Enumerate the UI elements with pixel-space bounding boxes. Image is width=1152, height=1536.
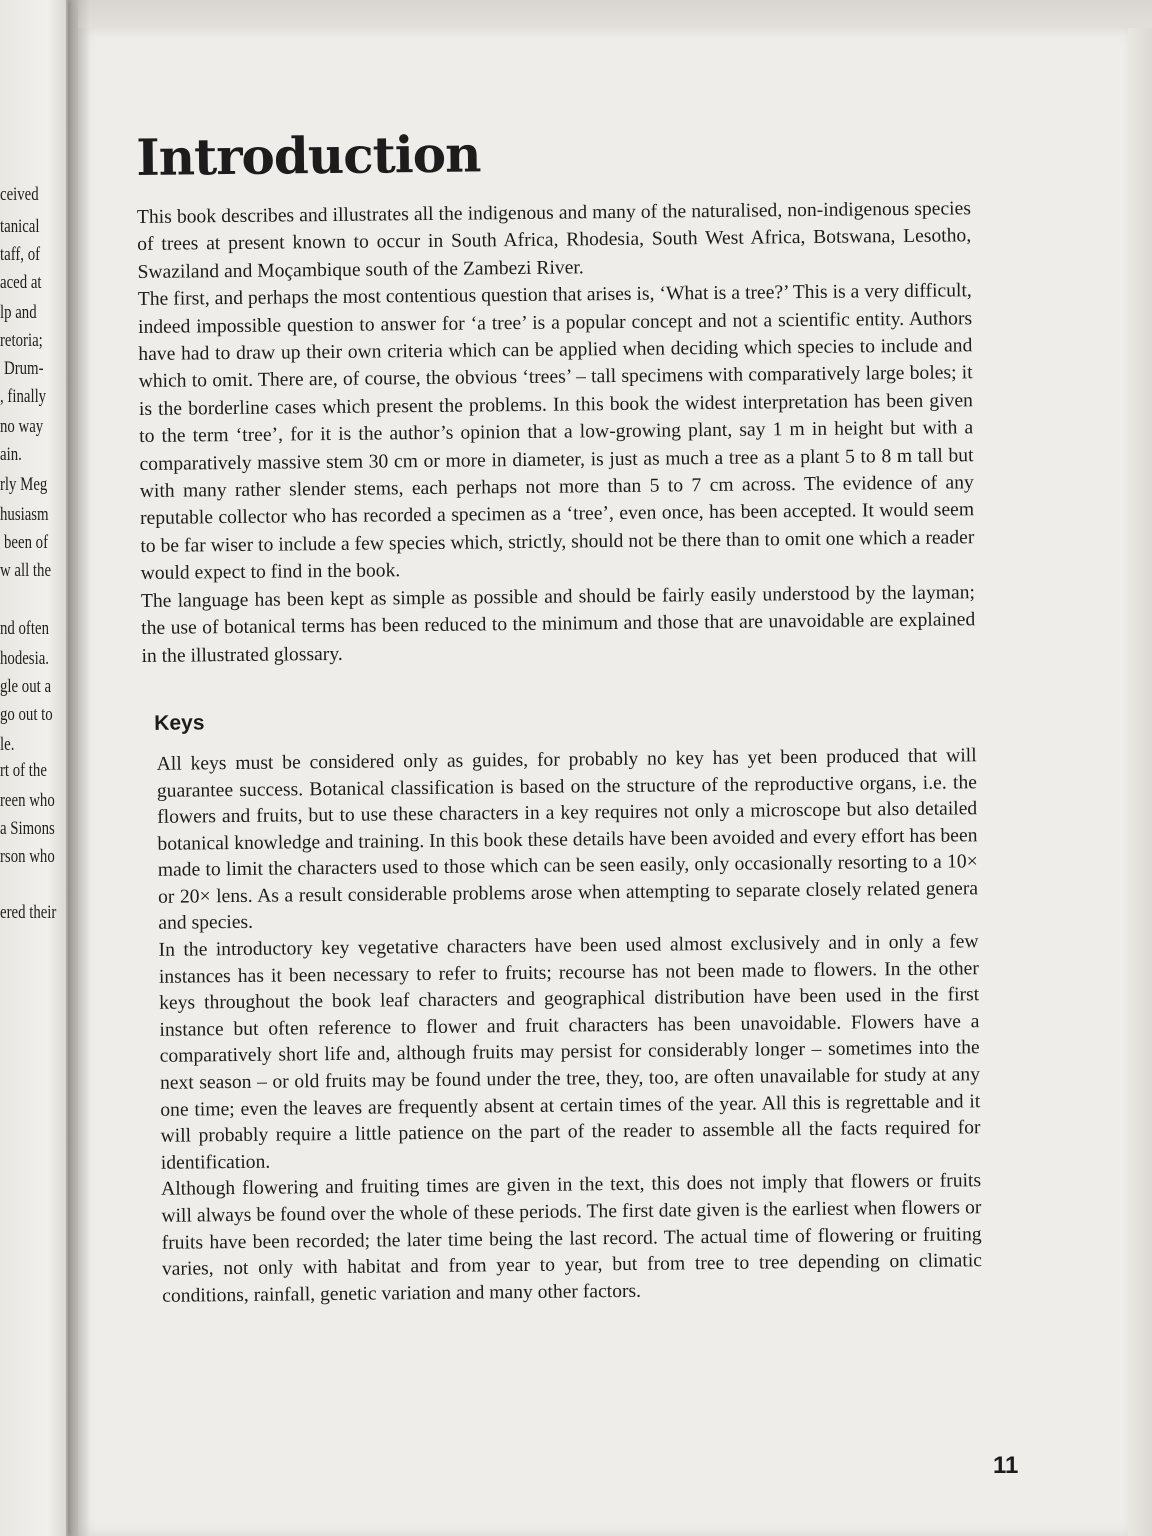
section-heading-keys: Keys [154,711,205,735]
book-gutter-shadow [66,0,90,1536]
intro-paragraph: The language has been kept as simple as possible and should be fairly easily understood by the layman; the use of botanical terms has been reduced to the minimum and those that are unavoidable are explained in the illustrated glossary. [140,581,976,667]
left-page-fragment: , finally [0,386,47,407]
left-page-fragment: w all the [0,560,52,581]
page-right-edge [1128,28,1152,1536]
left-page-fragment: le. [0,734,15,755]
page-content [136,119,982,1310]
left-page-fragment: gle out a [0,676,52,697]
left-page-fragment: rson who [0,846,55,867]
left-page-fragment: taff, of [0,244,41,265]
page-title: Introduction [136,124,481,187]
left-page-fragment: retoria; [0,330,43,351]
keys-paragraph: Although flowering and fruiting times are given in the text, this does not imply that flowers or fruits will always be found over the whole of these periods. The first date given is the earliest when flowers or fruits have been recorded; the later time being the last record. The actual time of flowering or fruiting varies, not only with habitat and from year to year, but from tree to tree depending on climatic conditions, rainfall, genetic variation and many other factors. [161,1170,983,1307]
left-page-fragment: lp and [0,302,37,323]
left-page-fragment: hodesia. [0,648,49,669]
left-page-fragment: rt of the [0,760,47,781]
left-page-fragment: been of [4,532,49,553]
keys-paragraph: All keys must be considered only as guides, for probably no key has yet been produced that will guarantee success. Botanical classification is based on the structure of the reproductive organs, i.e. the flowers and fruits, but to use these characters in a key requires not only a microscope but also detailed botanical knowledge and training. In this book these details have been avoided and every effort has been made to limit the characters used to those which can be seen easily, only occasionally resorting to a 10× or 20× lens. As a result considerable problems arose when attempting to separate closely related genera and species. [156,745,979,935]
left-page-fragment: Drum- [4,358,44,379]
left-page-fragment: a Simons [0,818,55,839]
keys-section [157,743,983,1310]
left-page-fragment: ered their [0,902,57,923]
left-page-fragment: tanical [0,216,40,237]
left-page-fragment: nd often [0,618,49,639]
keys-paragraph: In the introductory key vegetative characters have been used almost exclusively and in only a few instances has it been necessary to refer to fruits; recourse has not been made to flowers. In the other keys throughout the book leaf characters and geographical distribution have been used in the first instance but often reference to flower and fruit characters has been unavoidable. Flowers have a comparatively short life and, although fruits may persist for considerably longer – sometimes into the next season – or old fruits may be found under the tree, they, too, are often unavailable for study at any one time; even the leaves are frequently absent at certain times of the year. All this is regrettable and it will probably require a little patience on the part of the reader to assemble all the facts required for identification. [158,931,981,1174]
left-page-fragment: rly Meg [0,474,48,495]
intro-paragraph: The first, and perhaps the most contentious question that arises is, ‘What is a tree?’ This is a very difficult, indeed impossible question to answer for ‘a tree’ is a popular concept and not a scientific entity. Authors have had to draw up their own criteria which can be applied when deciding which species to include and which to omit. There are, of course, the obvious ‘trees’ – tall specimens with comparatively large boles; it is the borderline cases which present the problems. In this book the widest interpretation has been given to the term ‘tree’, for it is the author’s opinion that a low-growing plant, say 1 m in height but with a comparatively massive stem 30 cm or more in diameter, is just as much a tree as a plant 5 to 8 m tall but with many rather slender stems, each perhaps not more than 5 to 7 cm across. The evidence of any reputable collector who has recorded a specimen as a ‘tree’, even once, has been accepted. It would seem to be far wiser to include a few species which, strictly, should not be there than to omit one which a reader would expect to find in the book. [137,280,975,585]
left-page-fragment: go out to [0,704,53,725]
page-number: 11 [993,1452,1019,1479]
left-page-fragment: aced at [0,272,42,293]
left-page-strip [0,0,68,1536]
left-page-fragment: no way [0,416,44,437]
book-top-edge [78,0,1152,28]
intro-paragraph: This book describes and illustrates all the indigenous and many of the naturalised, non-indigenous species of trees at present known to occur in South Africa, Rhodesia, South West Africa, Botswana, Lesotho, Swaziland and Moçambique south of the Zambezi River. [136,198,972,283]
left-page-fragment: ceived [0,184,39,205]
left-page-fragment: husiasm [0,504,49,525]
left-page-fragment: ain. [0,444,22,465]
left-page-fragment: reen who [0,790,55,811]
